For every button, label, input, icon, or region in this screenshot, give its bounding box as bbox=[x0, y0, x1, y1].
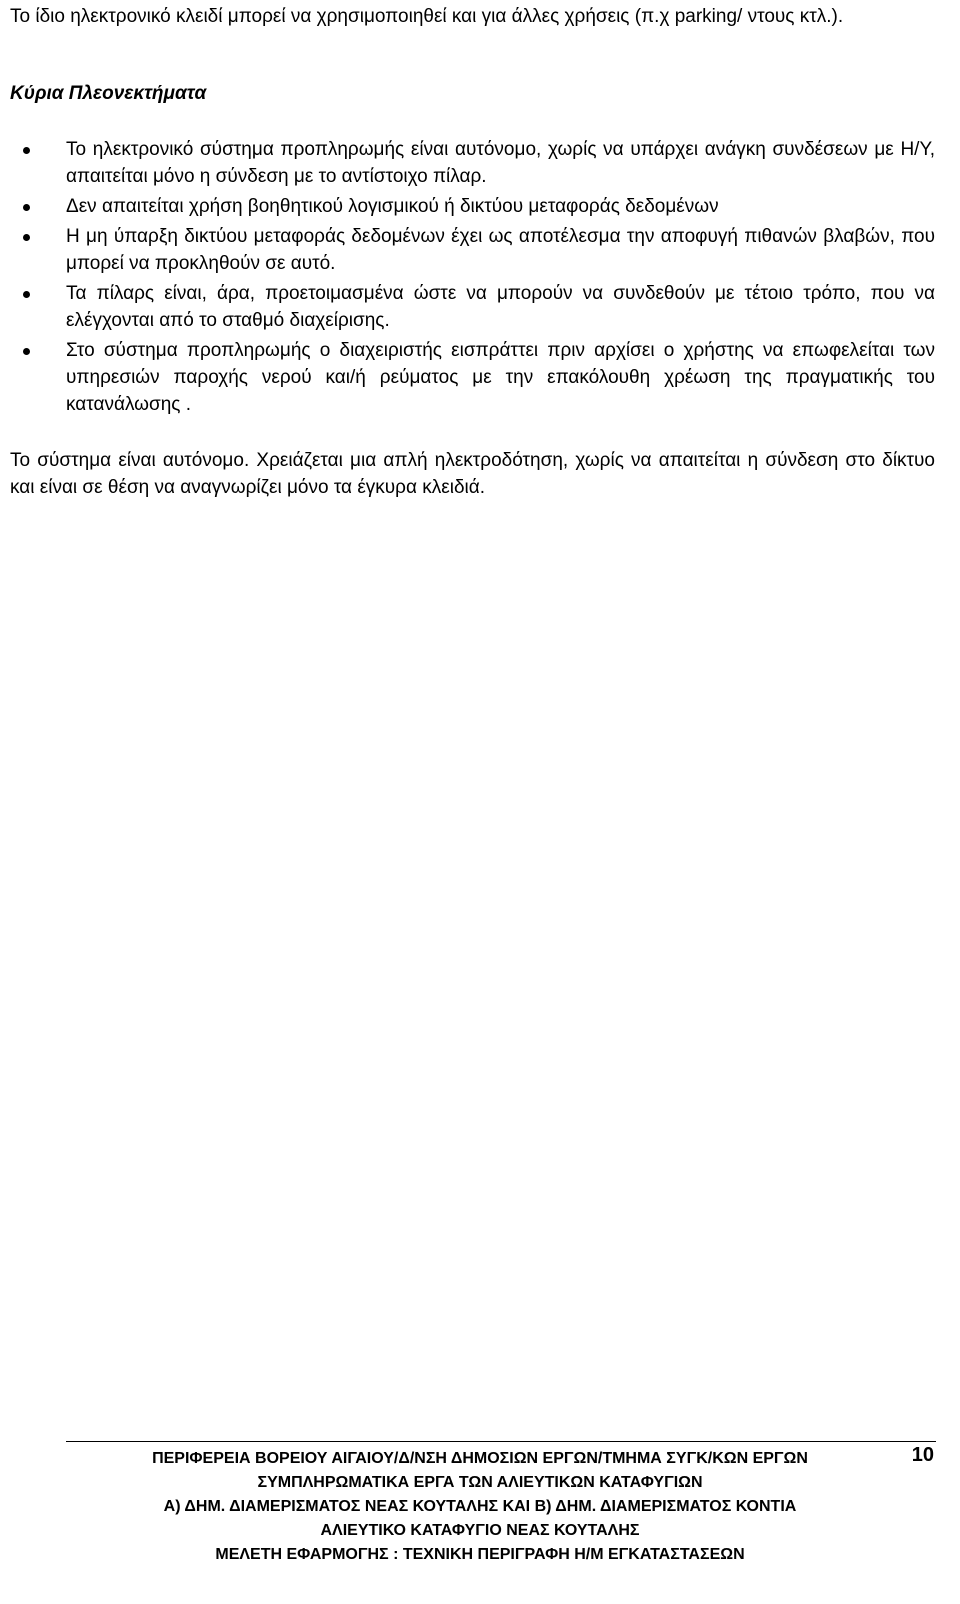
advantages-list bbox=[0, 136, 935, 421]
footer-divider bbox=[66, 1441, 936, 1442]
list-item-text: Τα πίλαρς είναι, άρα, προετοιμασμένα ώστε να μπορούν να συνδεθούν με τέτοιο τρόπο, που να ελέγχονται από το σταθμό διαχείρισης. bbox=[66, 283, 935, 331]
page-footer bbox=[0, 1441, 960, 1601]
bullet-icon bbox=[23, 147, 30, 154]
section-heading: Κύρια Πλεονεκτήματα bbox=[10, 83, 207, 104]
bullet-icon bbox=[23, 348, 30, 355]
list-item bbox=[0, 193, 935, 220]
bullet-icon bbox=[23, 204, 30, 211]
footer-line: ΣΥΜΠΛΗΡΩΜΑΤΙΚΑ ΕΡΓΑ ΤΩΝ ΑΛΙΕΥΤΙΚΩΝ ΚΑΤΑΦΥΓΙΩΝ bbox=[257, 1474, 703, 1491]
closing-paragraph: Το σύστημα είναι αυτόνομο. Χρειάζεται μια απλή ηλεκτροδότηση, χωρίς να απαιτείται η σύνδεση στο δίκτυο και είναι σε θέση να αναγνωρίζει μόνο τα έγκυρα κλειδιά. bbox=[10, 450, 935, 498]
bullet-icon bbox=[23, 291, 30, 298]
list-item bbox=[0, 136, 935, 190]
footer-line: ΑΛΙΕΥΤΙΚΟ ΚΑΤΑΦΥΓΙΟ ΝΕΑΣ ΚΟΥΤΑΛΗΣ bbox=[320, 1522, 640, 1539]
list-item-text: Δεν απαιτείται χρήση βοηθητικού λογισμικού ή δικτύου μεταφοράς δεδομένων bbox=[66, 196, 719, 217]
list-item bbox=[0, 280, 935, 334]
footer-line: Α) ΔΗΜ. ΔΙΑΜΕΡΙΣΜΑΤΟΣ ΝΕΑΣ ΚΟΥΤΑΛΗΣ ΚΑΙ Β) ΔΗΜ. ΔΙΑΜΕΡΙΣΜΑΤΟΣ ΚΟΝΤΙΑ bbox=[163, 1498, 797, 1515]
footer-line: ΠΕΡΙΦΕΡΕΙΑ ΒΟΡΕΙΟΥ ΑΙΓΑΙΟΥ/Δ/ΝΣΗ ΔΗΜΟΣΙΩΝ ΕΡΓΩΝ/ΤΜΗΜΑ ΣΥΓΚ/ΚΩΝ ΕΡΓΩΝ bbox=[152, 1450, 808, 1467]
intro-paragraph: Το ίδιο ηλεκτρονικό κλειδί μπορεί να χρησιμοποιηθεί και για άλλες χρήσεις (π.χ parking/ ντους κτλ.). bbox=[10, 6, 844, 27]
list-item bbox=[0, 337, 935, 418]
list-item-text: Το ηλεκτρονικό σύστημα προπληρωμής είναι αυτόνομο, χωρίς να υπάρχει ανάγκη συνδέσεων με Η/Υ, απαιτείται μόνο η σύνδεση με το αντίστοιχο πίλαρ. bbox=[66, 139, 935, 187]
bullet-icon bbox=[23, 234, 30, 241]
page-number: 10 bbox=[911, 1444, 934, 1466]
list-item-text: Η μη ύπαρξη δικτύου μεταφοράς δεδομένων έχει ως αποτέλεσμα την αποφυγή πιθανών βλαβών, που μπορεί να προκληθούν σε αυτό. bbox=[66, 226, 935, 274]
footer-line: ΜΕΛΕΤΗ ΕΦΑΡΜΟΓΗΣ : ΤΕΧΝΙΚΗ ΠΕΡΙΓΡΑΦΗ Η/Μ ΕΓΚΑΤΑΣΤΑΣΕΩΝ bbox=[215, 1546, 745, 1563]
list-item-text: Στο σύστημα προπληρωμής ο διαχειριστής εισπράττει πριν αρχίσει ο χρήστης να επωφελείται των υπηρεσιών παροχής νερού και/ή ρεύματος με την επακόλουθη χρέωση της πραγματικής του κατανάλωσης . bbox=[66, 340, 935, 415]
list-item bbox=[0, 223, 935, 277]
footer-text bbox=[0, 1447, 960, 1567]
